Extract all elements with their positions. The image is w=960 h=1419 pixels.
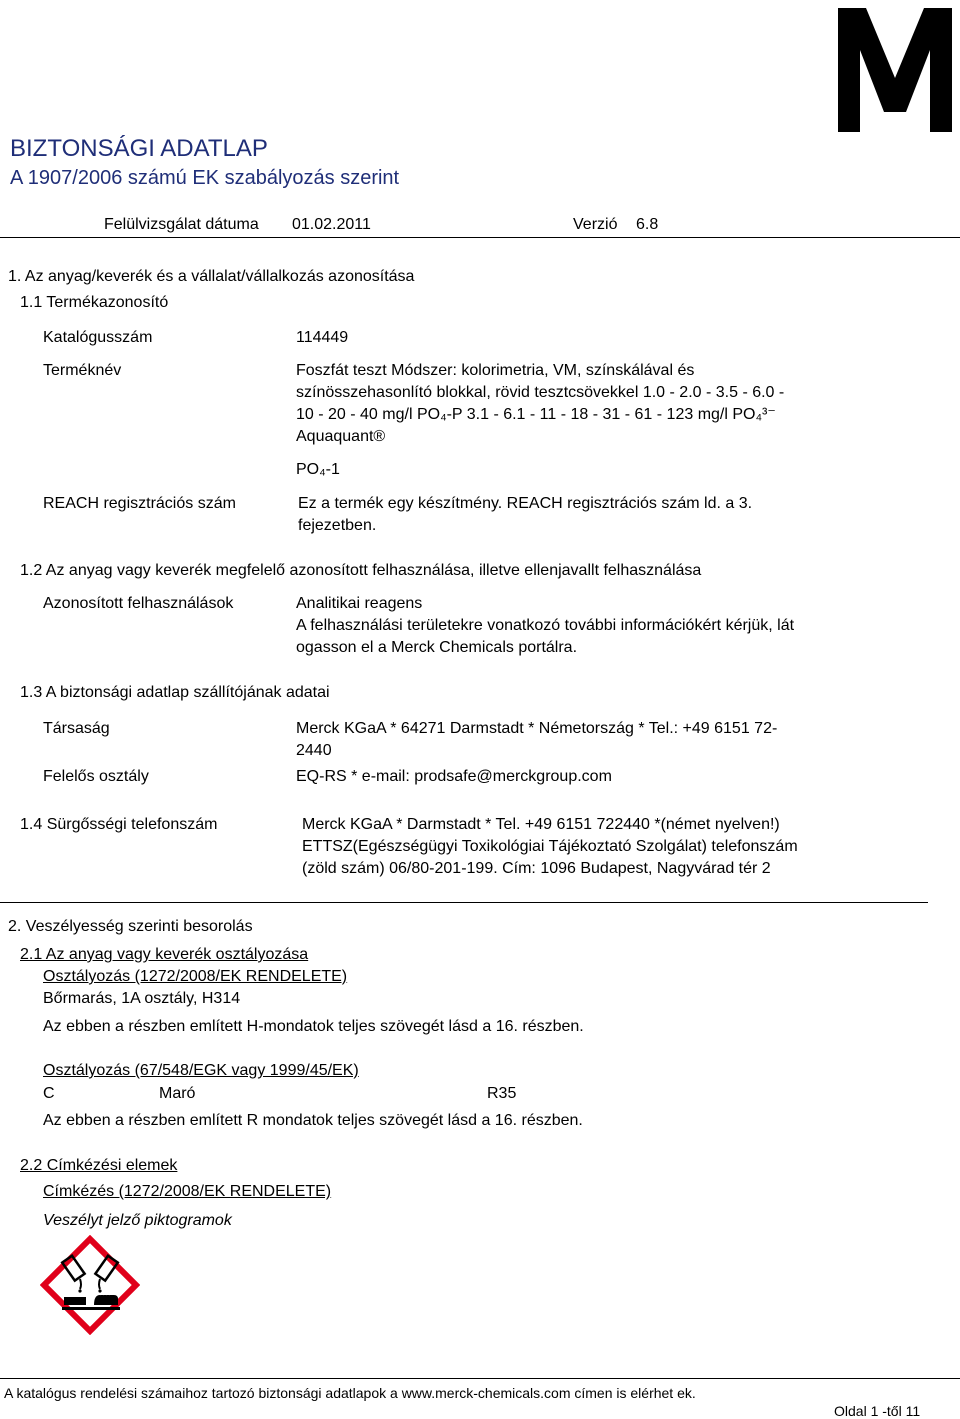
dsd-name: Maró bbox=[159, 1085, 196, 1102]
product-label: Terméknév bbox=[43, 362, 122, 379]
clp-classification-value: Bőrmarás, 1A osztály, H314 bbox=[43, 990, 241, 1007]
company-line: 2440 bbox=[296, 742, 332, 759]
product-line: Aquaquant® bbox=[296, 428, 386, 445]
emergency-line: ETTSZ(Egészségügyi Toxikológiai Tájékoztató Szolgálat) telefonszám bbox=[302, 838, 798, 855]
section-1-4-title: 1.4 Sürgősségi telefonszám bbox=[20, 816, 218, 833]
version-label: Verzió bbox=[573, 216, 618, 233]
clp-note: Az ebben a részben említett H-mondatok teljes szövegét lásd a 16. részben. bbox=[43, 1018, 584, 1035]
dsd-note: Az ebben a részben említett R mondatok teljes szövegét lásd a 16. részben. bbox=[43, 1112, 583, 1129]
reach-line: fejezetben. bbox=[298, 517, 377, 534]
footer-note: A katalógus rendelési számaihoz tartozó biztonsági adatlapok a www.merck-chemicals.com címen is elérhet ek. bbox=[4, 1385, 696, 1401]
uses-line: ogasson el a Merck Chemicals portálra. bbox=[296, 639, 578, 656]
dsd-symbol: C bbox=[43, 1085, 55, 1102]
merck-logo-icon bbox=[830, 0, 960, 135]
section-1-title: 1. Az anyag/keverék és a vállalat/vállalkozás azonosítása bbox=[8, 268, 415, 285]
catalog-label: Katalógusszám bbox=[43, 329, 153, 346]
product-code: PO₄-1 bbox=[296, 461, 340, 478]
pictogram-title: Veszélyt jelző piktogramok bbox=[43, 1212, 232, 1229]
clp-classification-title: Osztályozás (1272/2008/EK RENDELETE) bbox=[43, 968, 348, 985]
reach-line: Ez a termék egy készítmény. REACH regisztrációs szám ld. a 3. bbox=[298, 495, 753, 512]
document-title: BIZTONSÁGI ADATLAP bbox=[10, 135, 268, 162]
section-1-2-title: 1.2 Az anyag vagy keverék megfelelő azonosított felhasználása, illetve ellenjavallt felhasználása bbox=[20, 562, 702, 579]
section-divider bbox=[0, 902, 928, 903]
reach-value bbox=[298, 493, 858, 537]
document-subtitle: A 1907/2006 számú EK szabályozás szerint bbox=[10, 167, 400, 189]
dept-label: Felelős osztály bbox=[43, 768, 149, 785]
product-line: színösszehasonlító blokkal, rövid tesztcsövekkel 1.0 - 2.0 - 3.5 - 6.0 - bbox=[296, 384, 785, 401]
revision-date: 01.02.2011 bbox=[292, 216, 371, 233]
uses-line: Analitikai reagens bbox=[296, 595, 423, 612]
revision-label: Felülvizsgálat dátuma bbox=[104, 216, 259, 233]
version-value: 6.8 bbox=[636, 216, 659, 233]
uses-value bbox=[296, 593, 876, 659]
emergency-line: Merck KGaA * Darmstadt * Tel. +49 6151 722440 *(német nyelven!) bbox=[302, 816, 780, 833]
corrosion-pictogram-icon bbox=[40, 1235, 140, 1335]
dsd-classification-title: Osztályozás (67/548/EGK vagy 1999/45/EK) bbox=[43, 1062, 359, 1079]
page-number: Oldal 1 -től 11 bbox=[834, 1403, 921, 1419]
section-1-1-title: 1.1 Termékazonosító bbox=[20, 294, 169, 311]
section-1-3-title: 1.3 A biztonsági adatlap szállítójának adatai bbox=[20, 684, 330, 701]
dsd-r-phrase: R35 bbox=[487, 1085, 517, 1102]
section-2-title: 2. Veszélyesség szerinti besorolás bbox=[8, 918, 253, 935]
product-line: Foszfát teszt Módszer: kolorimetria, VM, színskálával és bbox=[296, 362, 695, 379]
header-divider bbox=[0, 237, 960, 238]
company-value bbox=[296, 718, 856, 762]
company-label: Társaság bbox=[43, 720, 110, 737]
section-2-1-title: 2.1 Az anyag vagy keverék osztályozása bbox=[20, 946, 309, 963]
dept-value: EQ-RS * e-mail: prodsafe@merckgroup.com bbox=[296, 768, 612, 785]
catalog-value: 114449 bbox=[296, 329, 349, 346]
product-name bbox=[296, 360, 866, 448]
company-line: Merck KGaA * 64271 Darmstadt * Németország * Tel.: +49 6151 72- bbox=[296, 720, 778, 737]
emergency-value bbox=[302, 814, 882, 880]
section-2-2-title: 2.2 Címkézési elemek bbox=[20, 1157, 178, 1174]
footer-divider bbox=[0, 1378, 960, 1379]
reach-label: REACH regisztrációs szám bbox=[43, 495, 236, 512]
uses-label: Azonosított felhasználások bbox=[43, 595, 234, 612]
product-line: 10 - 20 - 40 mg/l PO₄-P 3.1 - 6.1 - 11 - 18 - 31 - 61 - 123 mg/l PO₄³⁻ bbox=[296, 406, 776, 423]
emergency-line: (zöld szám) 06/80-201-199. Cím: 1096 Budapest, Nagyvárad tér 2 bbox=[302, 860, 771, 877]
labelling-title: Címkézés (1272/2008/EK RENDELETE) bbox=[43, 1183, 332, 1200]
uses-line: A felhasználási területekre vonatkozó további információkért kérjük, lát bbox=[296, 617, 795, 634]
